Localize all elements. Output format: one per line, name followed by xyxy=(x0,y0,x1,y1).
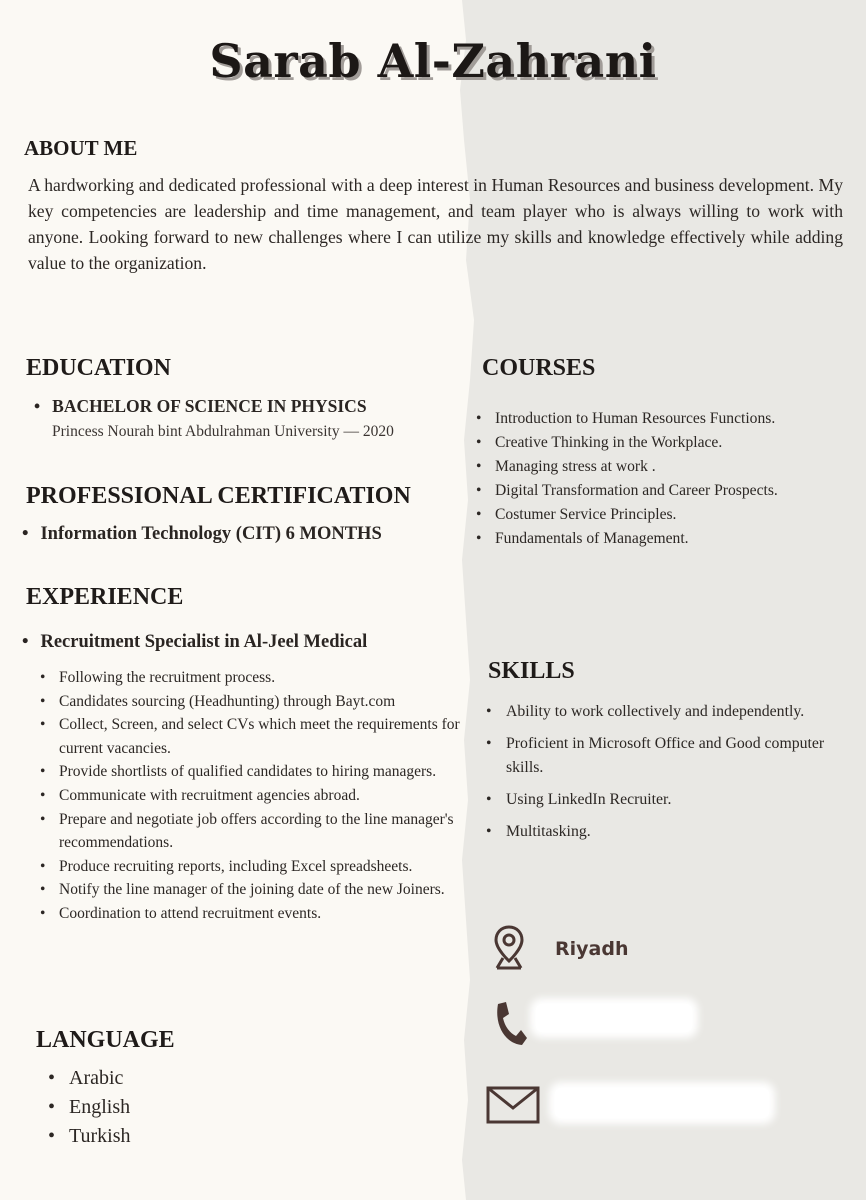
education-institution: Princess Nourah bint Abdulrahman University — 2020 xyxy=(52,423,394,440)
list-item: • Using LinkedIn Recruiter. xyxy=(486,788,858,812)
degree-label: BACHELOR OF SCIENCE IN PHYSICS xyxy=(52,396,367,416)
language-heading: LANGUAGE xyxy=(36,1027,175,1053)
list-item: • Proficient in Microsoft Office and Good computer skills. xyxy=(486,732,858,780)
list-item: • Communicate with recruitment agencies abroad. xyxy=(40,784,460,808)
list-item: • Produce recruiting reports, including Excel spreadsheets. xyxy=(40,855,460,879)
list-item: • Arabic xyxy=(48,1064,131,1093)
education-heading: EDUCATION xyxy=(26,355,171,381)
skills-list xyxy=(486,700,858,852)
experience-role: • Recruitment Specialist in Al-Jeel Medical xyxy=(22,632,368,652)
education-degree: • BACHELOR OF SCIENCE IN PHYSICS xyxy=(34,396,367,416)
experience-duties xyxy=(40,666,460,926)
list-item: • Managing stress at work . xyxy=(476,455,778,479)
redacted-phone xyxy=(536,1004,692,1032)
skills-heading: SKILLS xyxy=(488,658,575,684)
list-item: • Provide shortlists of qualified candidates to hiring managers. xyxy=(40,760,460,784)
list-item: • Prepare and negotiate job offers according to the line manager's recommendations. xyxy=(40,808,460,855)
contact-city: Riyadh xyxy=(555,938,629,960)
about-heading: ABOUT ME xyxy=(24,136,138,160)
certification-label: Information Technology (CIT) 6 MONTHS xyxy=(40,524,382,544)
about-text: A hardworking and dedicated professional with a deep interest in Human Resources and business development. My key competencies are leadership and time management, and team player who is always willing to work with anyone. Looking forward to new challenges where I can utilize my skills and knowledge effectively while adding value to the organization. xyxy=(28,175,843,273)
phone-icon xyxy=(492,1000,528,1048)
experience-heading: EXPERIENCE xyxy=(26,584,184,610)
list-item: • Creative Thinking in the Workplace. xyxy=(476,431,778,455)
certification-item: • Information Technology (CIT) 6 MONTHS xyxy=(22,524,382,544)
location-pin-icon xyxy=(492,924,526,972)
list-item: • Multitasking. xyxy=(486,820,858,844)
language-list xyxy=(48,1064,131,1151)
candidate-name: Sarab Al-Zahrani xyxy=(209,34,657,88)
role-label: Recruitment Specialist in Al-Jeel Medical xyxy=(40,632,368,652)
list-item: • English xyxy=(48,1093,131,1122)
list-item: • Collect, Screen, and select CVs which meet the requirements for current vacancies. xyxy=(40,713,460,760)
list-item: • Digital Transformation and Career Prospects. xyxy=(476,479,778,503)
list-item: • Notify the line manager of the joining date of the new Joiners. xyxy=(40,878,460,902)
envelope-icon xyxy=(486,1086,540,1124)
list-item: • Coordination to attend recruitment events. xyxy=(40,902,460,926)
list-item: • Introduction to Human Resources Functions. xyxy=(476,407,778,431)
courses-heading: COURSES xyxy=(482,355,596,381)
list-item: • Candidates sourcing (Headhunting) through Bayt.com xyxy=(40,690,460,714)
certification-heading: PROFESSIONAL CERTIFICATION xyxy=(26,483,411,509)
redacted-email xyxy=(555,1088,769,1118)
list-item: • Fundamentals of Management. xyxy=(476,527,778,551)
list-item: • Ability to work collectively and independently. xyxy=(486,700,858,724)
list-item: • Following the recruitment process. xyxy=(40,666,460,690)
list-item: • Turkish xyxy=(48,1122,131,1151)
list-item: • Costumer Service Principles. xyxy=(476,503,778,527)
courses-list xyxy=(476,407,778,551)
